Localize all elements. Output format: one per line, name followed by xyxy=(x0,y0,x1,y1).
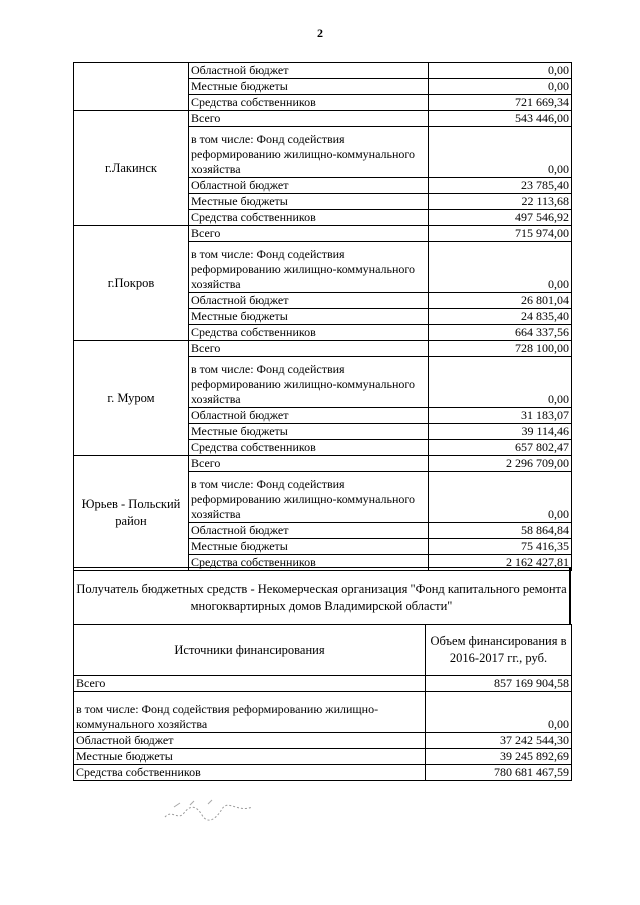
row-label: Средства собственников xyxy=(189,555,429,571)
row-amount: 780 681 467,59 xyxy=(426,765,572,781)
row-amount: 0,00 xyxy=(426,692,572,733)
row-label: Местные бюджеты xyxy=(189,539,429,555)
row-label: в том числе: Фонд содействия реформированию жилищно-коммунального хозяйства xyxy=(74,692,426,733)
area-name: г.Покров xyxy=(74,226,189,341)
row-label: Местные бюджеты xyxy=(74,749,426,765)
row-label: Местные бюджеты xyxy=(189,424,429,440)
row-amount: 728 100,00 xyxy=(429,341,572,357)
row-amount: 75 416,35 xyxy=(429,539,572,555)
row-amount: 23 785,40 xyxy=(429,178,572,194)
row-amount: 26 801,04 xyxy=(429,293,572,309)
row-label: в том числе: Фонд содействия реформированию жилищно-коммунального хозяйства xyxy=(189,242,429,293)
row-amount: 39 114,46 xyxy=(429,424,572,440)
header-volume: Объем финансирования в 2016-2017 гг., руб. xyxy=(426,625,572,676)
table-row xyxy=(74,63,572,79)
row-label: в том числе: Фонд содействия реформированию жилищно-коммунального хозяйства xyxy=(189,357,429,408)
row-label: Областной бюджет xyxy=(74,733,426,749)
row-amount: 58 864,84 xyxy=(429,523,572,539)
area-name: г.Лакинск xyxy=(74,111,189,226)
row-amount: 657 802,47 xyxy=(429,440,572,456)
table-header-row xyxy=(74,625,572,676)
row-amount: 857 169 904,58 xyxy=(426,676,572,692)
table-row xyxy=(74,226,572,242)
table-row xyxy=(74,341,572,357)
row-amount: 497 546,92 xyxy=(429,210,572,226)
row-label: Всего xyxy=(189,341,429,357)
row-label: Местные бюджеты xyxy=(189,194,429,210)
row-amount: 0,00 xyxy=(429,79,572,95)
row-label: Областной бюджет xyxy=(189,293,429,309)
table-row xyxy=(74,111,572,127)
row-label: Всего xyxy=(189,456,429,472)
row-amount: 2 162 427,81 xyxy=(429,555,572,571)
row-label: Областной бюджет xyxy=(189,63,429,79)
summary-table xyxy=(73,624,572,781)
row-label: Всего xyxy=(189,111,429,127)
row-amount: 0,00 xyxy=(429,63,572,79)
row-amount: 0,00 xyxy=(429,242,572,293)
table-row xyxy=(74,456,572,472)
row-amount: 0,00 xyxy=(429,472,572,523)
row-label: в том числе: Фонд содействия реформированию жилищно-коммунального хозяйства xyxy=(189,127,429,178)
row-amount: 543 446,00 xyxy=(429,111,572,127)
area-name: Юрьев - Польский район xyxy=(74,456,189,571)
funding-by-area-table xyxy=(73,62,572,571)
table-row xyxy=(74,765,572,781)
row-amount: 24 835,40 xyxy=(429,309,572,325)
row-amount: 2 296 709,00 xyxy=(429,456,572,472)
row-amount: 39 245 892,69 xyxy=(426,749,572,765)
area-name-previous xyxy=(74,63,189,111)
table-row xyxy=(74,676,572,692)
row-label: Средства собственников xyxy=(189,440,429,456)
row-label: Местные бюджеты xyxy=(189,79,429,95)
row-label: Местные бюджеты xyxy=(189,309,429,325)
header-sources: Источники финансирования xyxy=(74,625,426,676)
row-amount: 31 183,07 xyxy=(429,408,572,424)
signature-mark xyxy=(160,795,260,825)
row-amount: 664 337,56 xyxy=(429,325,572,341)
row-label: Средства собственников xyxy=(74,765,426,781)
table-row xyxy=(74,749,572,765)
row-label: Всего xyxy=(189,226,429,242)
table-row xyxy=(74,692,572,733)
row-label: Средства собственников xyxy=(189,210,429,226)
row-amount: 0,00 xyxy=(429,357,572,408)
row-label: Средства собственников xyxy=(189,95,429,111)
budget-recipient: Получатель бюджетных средств - Некомерческая организация "Фонд капитального ремонта многоквартирных домов Владимирской области" xyxy=(73,567,571,625)
row-label: Всего xyxy=(74,676,426,692)
area-name: г. Муром xyxy=(74,341,189,456)
table-row xyxy=(74,733,572,749)
row-amount: 37 242 544,30 xyxy=(426,733,572,749)
row-label: Областной бюджет xyxy=(189,408,429,424)
row-label: в том числе: Фонд содействия реформированию жилищно-коммунального хозяйства xyxy=(189,472,429,523)
row-label: Областной бюджет xyxy=(189,523,429,539)
row-amount: 0,00 xyxy=(429,127,572,178)
page-number: 2 xyxy=(317,26,323,40)
row-amount: 721 669,34 xyxy=(429,95,572,111)
row-label: Средства собственников xyxy=(189,325,429,341)
row-amount: 715 974,00 xyxy=(429,226,572,242)
row-amount: 22 113,68 xyxy=(429,194,572,210)
row-label: Областной бюджет xyxy=(189,178,429,194)
